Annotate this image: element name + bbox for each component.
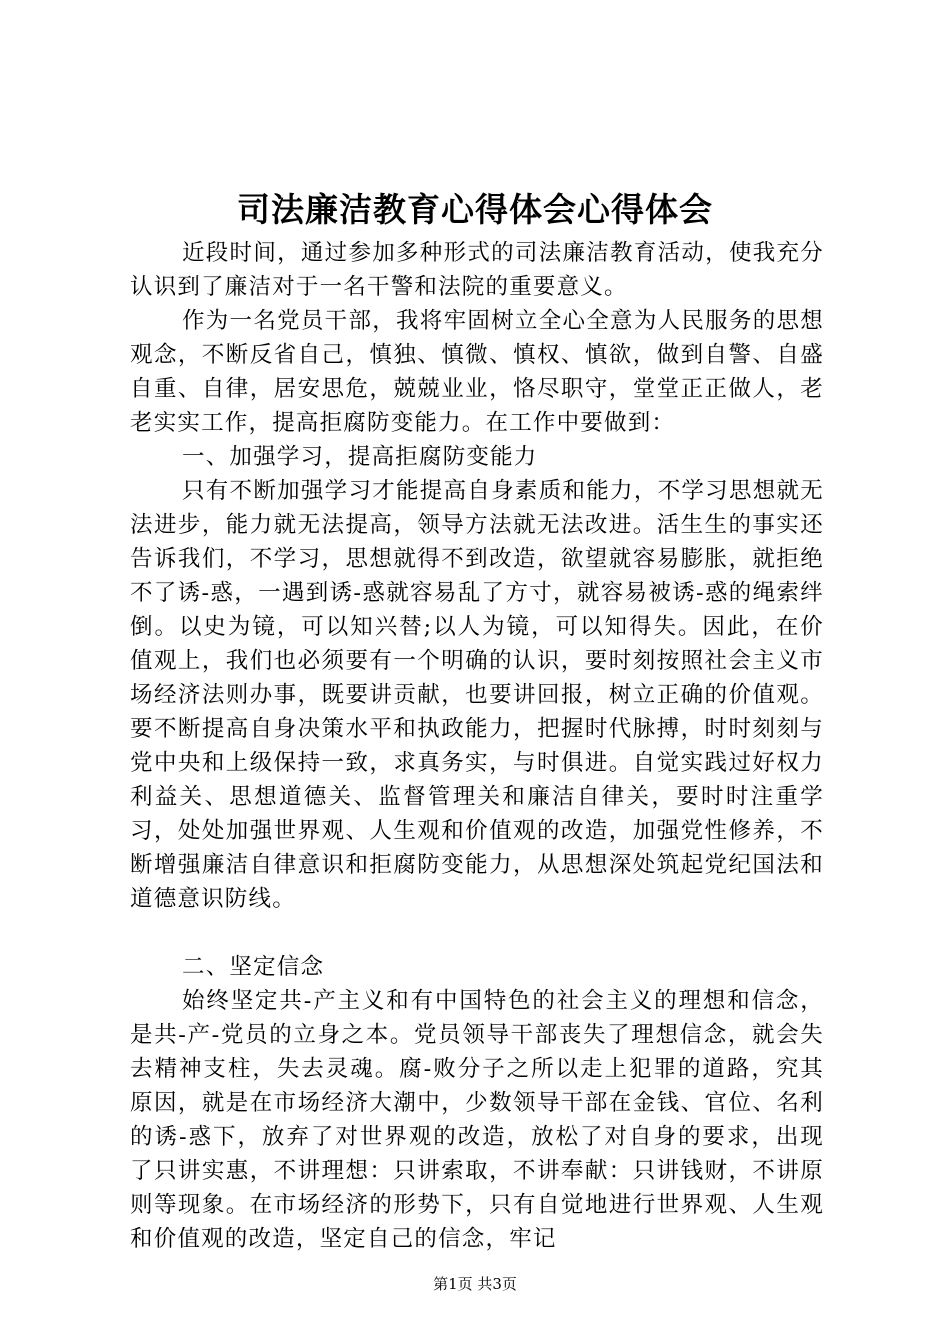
paragraph-intro: 近段时间，通过参加多种形式的司法廉洁教育活动，使我充分认识到了廉洁对于一名干警和法院的重要意义。 (130, 240, 824, 300)
section-heading-belief: 二、坚定信念 (182, 954, 325, 980)
page-number-footer: 第1页 共3页 (433, 1275, 517, 1293)
document-body (130, 236, 824, 1256)
paragraph-belief: 始终坚定共-产主义和有中国特色的社会主义的理想和信念，是共-产-党员的立身之本。党员领导干部丧失了理想信念，就会失去精神支柱，失去灵魂。腐-败分子之所以走上犯罪的道路，究其原因，就是在市场经济大潮中，少数领导干部在金钱、官位、名利的诱-惑下，放弃了对世界观的改造，放松了对自身的要求，出现了只讲实惠，不讲理想：只讲索取，不讲奉献：只讲钱财，不讲原则等现象。在市场经济的形势下，只有自觉地进行世界观、人生观和价值观的改造，坚定自己的信念，牢记 (130, 988, 824, 1252)
document-title: 司法廉洁教育心得体会心得体会 (237, 190, 713, 229)
paragraph-commitment: 作为一名党员干部，我将牢固树立全心全意为人民服务的思想观念，不断反省自己，慎独、慎微、慎权、慎欲，做到自警、自盛自重、自律，居安思危，兢兢业业，恪尽职守，堂堂正正做人，老老实实工作，提高拒腐防变能力。在工作中要做到： (130, 308, 824, 436)
section-heading-study: 一、加强学习，提高拒腐防变能力 (182, 444, 538, 470)
paragraph-study: 只有不断加强学习才能提高自身素质和能力，不学习思想就无法进步，能力就无法提高，领导方法就无法改进。活生生的事实还告诉我们，不学习，思想就得不到改造，欲望就容易膨胀，就拒绝不了诱-惑，一遇到诱-惑就容易乱了方寸，就容易被诱-惑的绳索绊倒。以史为镜，可以知兴替;以人为镜，可以知得失。因此，在价值观上，我们也必须要有一个明确的认识，要时刻按照社会主义市场经济法则办事，既要讲贡献，也要讲回报，树立正确的价值观。要不断提高自身决策水平和执政能力，把握时代脉搏，时时刻刻与党中央和上级保持一致，求真务实，与时俱进。自觉实践过好权力利益关、思想道德关、监督管理关和廉洁自律关，要时时注重学习，处处加强世界观、人生观和价值观的改造，加强党性修养，不断增强廉洁自律意识和拒腐防变能力，从思想深处筑起党纪国法和道德意识防线。 (130, 478, 824, 912)
